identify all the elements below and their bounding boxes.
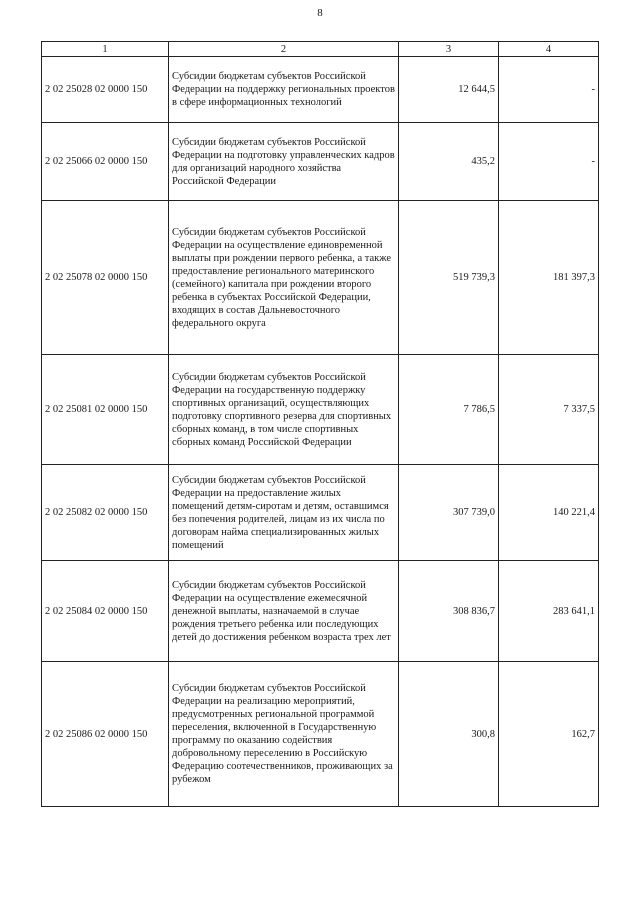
row-description: Субсидии бюджетам субъектов Российской Федерации на государственную поддержку спортивных организаций, осуществляющих подготовку спортивного резерва для спортивных сборных команд, в том числе спортивных сборных команд Российской Федерации bbox=[169, 355, 399, 465]
value-col3: 435,2 bbox=[399, 123, 499, 201]
row-description: Субсидии бюджетам субъектов Российской Федерации на поддержку региональных проектов в сфере информационных технологий bbox=[169, 57, 399, 123]
value-col3: 307 739,0 bbox=[399, 465, 499, 561]
column-header-3: 3 bbox=[399, 42, 499, 57]
value-col3: 300,8 bbox=[399, 662, 499, 807]
budget-code: 2 02 25081 02 0000 150 bbox=[42, 355, 169, 465]
value-col4: 140 221,4 bbox=[499, 465, 599, 561]
budget-code: 2 02 25082 02 0000 150 bbox=[42, 465, 169, 561]
table-row bbox=[42, 201, 599, 355]
budget-table bbox=[41, 41, 599, 807]
value-col4: 162,7 bbox=[499, 662, 599, 807]
table-row bbox=[42, 561, 599, 662]
row-description: Субсидии бюджетам субъектов Российской Федерации на предоставление жилых помещений детям-сиротам и детям, оставшимся без попечения родителей, лицам из их числа по договорам найма специализированных жилых помещений bbox=[169, 465, 399, 561]
table-row bbox=[42, 355, 599, 465]
value-col3: 7 786,5 bbox=[399, 355, 499, 465]
value-col4: 7 337,5 bbox=[499, 355, 599, 465]
column-header-4: 4 bbox=[499, 42, 599, 57]
header-row bbox=[42, 42, 599, 57]
row-description: Субсидии бюджетам субъектов Российской Федерации на подготовку управленческих кадров для организаций народного хозяйства Российской Федерации bbox=[169, 123, 399, 201]
value-col3: 519 739,3 bbox=[399, 201, 499, 355]
value-col3: 12 644,5 bbox=[399, 57, 499, 123]
table-row bbox=[42, 465, 599, 561]
row-description: Субсидии бюджетам субъектов Российской Федерации на осуществление ежемесячной денежной выплаты, назначаемой в случае рождения третьего ребенка или последующих детей до достижения ребенком возраста трех лет bbox=[169, 561, 399, 662]
value-col4: - bbox=[499, 57, 599, 123]
budget-code: 2 02 25084 02 0000 150 bbox=[42, 561, 169, 662]
budget-code: 2 02 25066 02 0000 150 bbox=[42, 123, 169, 201]
column-header-2: 2 bbox=[169, 42, 399, 57]
column-header-1: 1 bbox=[42, 42, 169, 57]
budget-code: 2 02 25086 02 0000 150 bbox=[42, 662, 169, 807]
value-col3: 308 836,7 bbox=[399, 561, 499, 662]
table-row bbox=[42, 662, 599, 807]
value-col4: - bbox=[499, 123, 599, 201]
budget-code: 2 02 25028 02 0000 150 bbox=[42, 57, 169, 123]
row-description: Субсидии бюджетам субъектов Российской Федерации на реализацию мероприятий, предусмотренных региональной программой переселения, включенной в Государственную программу по оказанию содействия добровольному переселению в Российскую Федерацию соотечественников, проживающих за рубежом bbox=[169, 662, 399, 807]
table-row bbox=[42, 57, 599, 123]
budget-code: 2 02 25078 02 0000 150 bbox=[42, 201, 169, 355]
table-row bbox=[42, 123, 599, 201]
value-col4: 283 641,1 bbox=[499, 561, 599, 662]
row-description: Субсидии бюджетам субъектов Российской Федерации на осуществление единовременной выплаты при рождении первого ребенка, а также предоставление регионального материнского (семейного) капитала при рождении второго ребенка в субъектах Российской Федерации, входящих в состав Дальневосточного федерального округа bbox=[169, 201, 399, 355]
value-col4: 181 397,3 bbox=[499, 201, 599, 355]
page-number: 8 bbox=[317, 7, 323, 19]
